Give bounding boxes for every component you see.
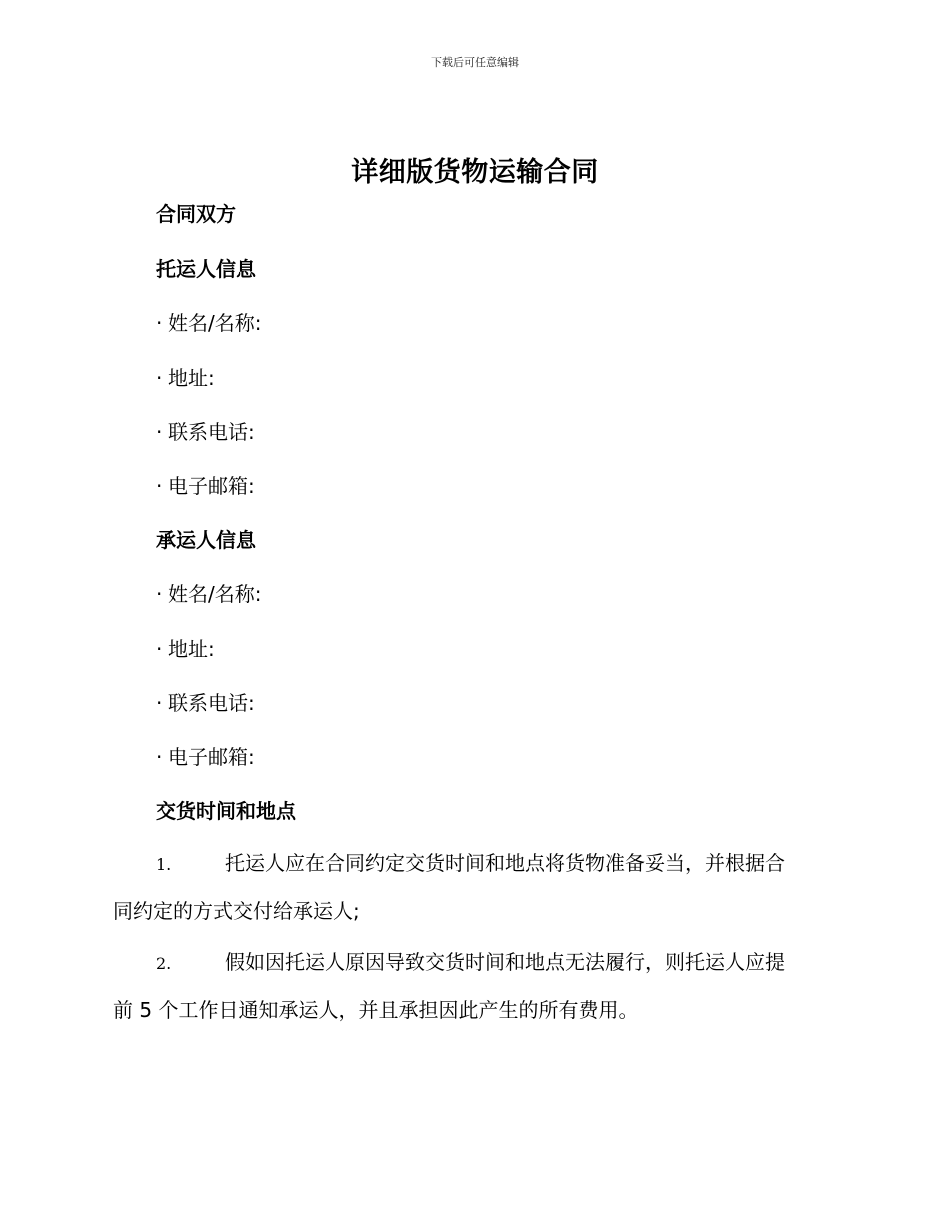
clause-continuation: 同约定的方式交付给承运人; [113,899,360,923]
clause-number: 1. [156,855,172,874]
parties-heading: 合同双方 [156,202,236,226]
field-label: 电子邮箱: [168,474,255,498]
delivery-heading: 交货时间和地点 [156,799,296,823]
field-label: 电子邮箱: [168,745,255,769]
clause-text: 托运人应在合同约定交货时间和地点将货物准备妥当，并根据合 [225,851,785,875]
field-label: 联系电话: [168,691,255,715]
bullet-icon: · [156,311,163,335]
delivery-clause-1 [113,840,833,935]
clause-first-line [113,840,833,888]
field-label: 联系电话: [168,420,255,444]
shipper-field-email [156,470,255,499]
bullet-icon: · [156,420,163,444]
bullet-icon: · [156,582,163,606]
shipper-field-name [156,307,261,336]
carrier-field-name [156,578,261,607]
field-label: 地址: [168,366,215,390]
bullet-icon: · [156,637,163,661]
page-title: 详细版货物运输合同 [351,157,599,188]
shipper-heading: 托运人信息 [156,257,256,281]
carrier-field-phone [156,687,255,716]
carrier-field-address [156,633,215,662]
delivery-clause-2 [113,939,833,1034]
field-label: 地址: [168,637,215,661]
carrier-field-email [156,741,255,770]
bullet-icon: · [156,691,163,715]
field-label: 姓名/名称: [168,582,262,606]
field-label: 姓名/名称: [168,311,262,335]
bullet-icon: · [156,474,163,498]
clause-continuation: 前 5 个工作日通知承运人，并且承担因此产生的所有费用。 [113,998,639,1022]
shipper-field-address [156,362,215,391]
clause-first-line [113,939,833,987]
bullet-icon: · [156,745,163,769]
header-note: 下载后可任意编辑 [431,56,519,69]
clause-text: 假如因托运人原因导致交货时间和地点无法履行，则托运人应提 [225,950,785,974]
carrier-heading: 承运人信息 [156,528,256,552]
clause-number: 2. [156,954,172,973]
bullet-icon: · [156,366,163,390]
shipper-field-phone [156,416,255,445]
